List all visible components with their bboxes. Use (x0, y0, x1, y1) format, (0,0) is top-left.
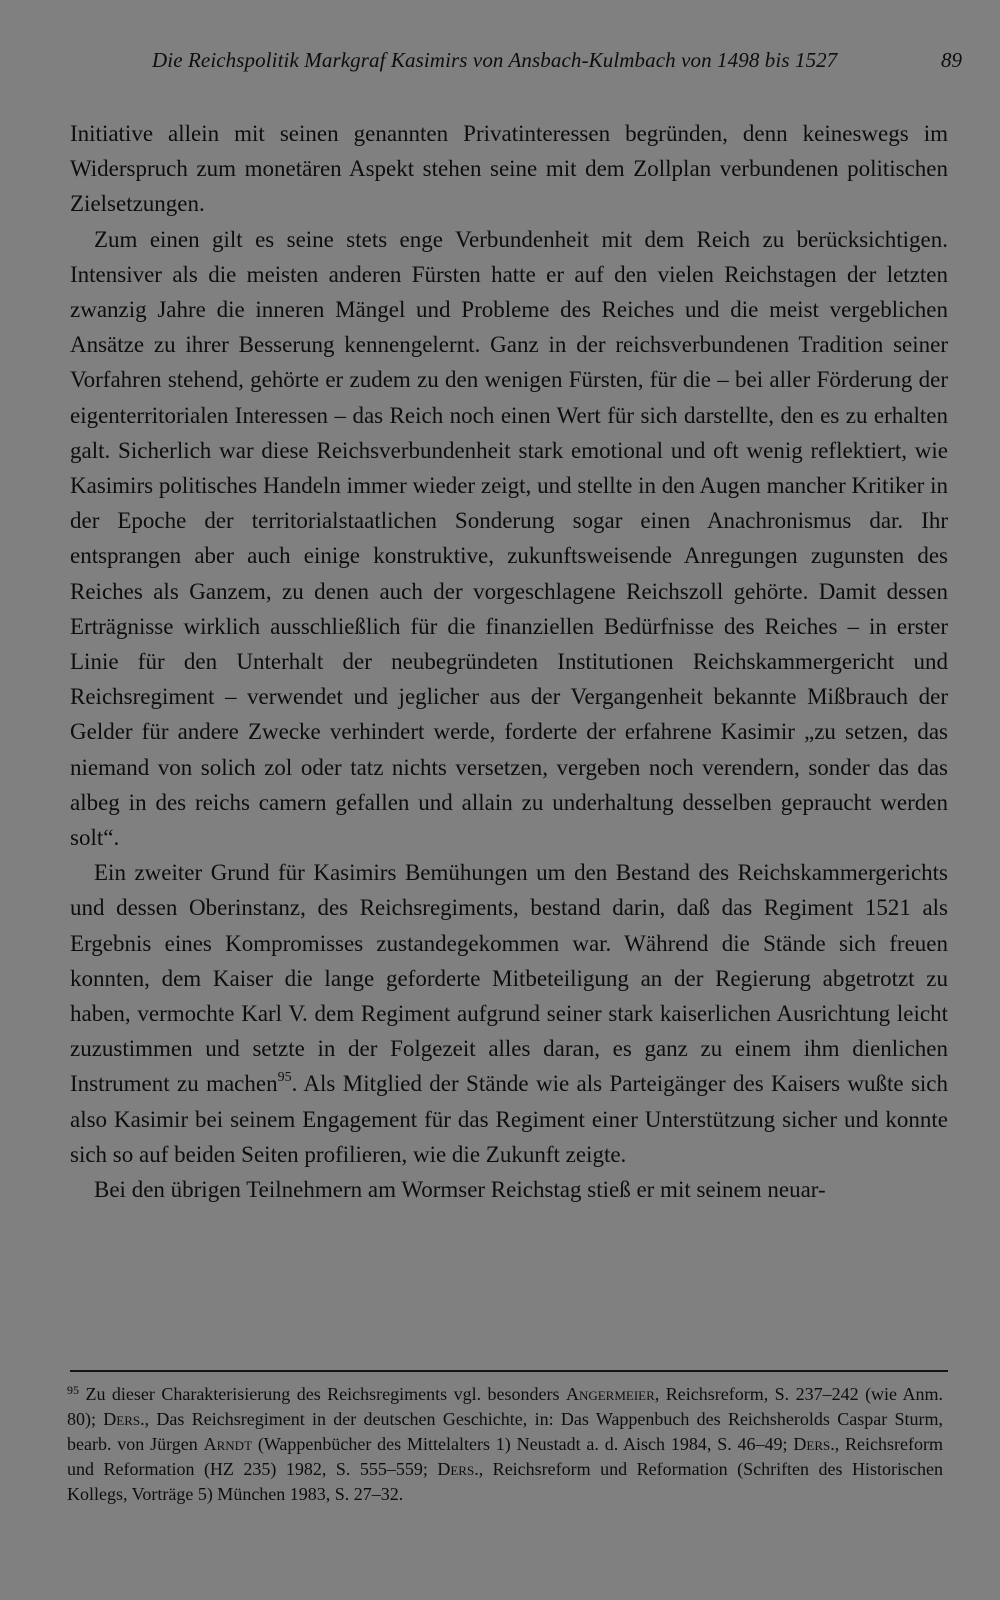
main-text (70, 116, 948, 1207)
paragraph-text: . Als Mitglied der Stände wie als Parteigänger des Kaisers wußte sich also Kasimir bei seinem Engagement für das Regiment einer Unterstützung sicher und konnte sich so auf beiden Seiten profilieren, wie die Zukunft zeigte. (70, 1071, 949, 1167)
footnote-text: , Das Reichsregiment in der deutschen Geschichte, in: Das Wappenbuch des Reichsherolds Caspar Sturm, bearb. von Jürgen (67, 1409, 944, 1454)
paragraph-zweiter-grund (70, 855, 948, 1172)
footnote-text: , Reichsreform, S. 237–242 (wie Anm. 80); (67, 1384, 944, 1429)
footnote-text: , Reichsreform und Reformation (HZ 235) 1982, S. 555–559; (67, 1434, 944, 1479)
footnote-author: Ders. (103, 1409, 145, 1429)
footnote-author: Ders. (793, 1434, 835, 1454)
running-title: Die Reichspolitik Markgraf Kasimirs von Ansbach-Kulmbach von 1498 bis 1527 (152, 48, 838, 72)
footnote-author: Ders. (437, 1459, 479, 1479)
paragraph-wormser-reichstag: Bei den übrigen Teilnehmern am Wormser Reichstag stieß er mit seinem neuar- (94, 1177, 826, 1203)
footnote-text: , Reichsreform und Reformation (Schriften des Historischen Kollegs, Vorträge 5) München 1983, S. 27–32. (67, 1459, 943, 1504)
footnote (67, 1382, 943, 1507)
footnote-number: 95 (67, 1383, 79, 1397)
paragraph-reichsverbundenheit: Zum einen gilt es seine stets enge Verbundenheit mit dem Reich zu berücksichtigen. Intensiver als die meisten anderen Fürsten hatte er auf den vielen Reichstagen der letzten zwanzig Jahre die inneren Mängel und Probleme des Reiches und die meist vergeblichen Ansätze zu ihrer Besserung kennengelernt. Ganz in der reichsverbundenen Tradition seiner Vorfahren stehend, gehörte er zudem zu den wenigen Fürsten, für die – bei aller Förderung der eigenterritorialen Interessen – das Reich noch einen Wert für sich darstellte, den es zu erhalten galt. Sicherlich war diese Reichsverbundenheit stark emotional und oft wenig reflektiert, wie Kasimirs politisches Handeln immer wieder zeigt, und stellte in den Augen mancher Kritiker in der Epoche der territorialstaatlichen Sonderung sogar einen Anachronismus dar. Ihr entsprangen aber auch einige konstruktive, zukunftsweisende Anregungen zugunsten des Reiches als Ganzem, zu denen auch der vorgeschlagene Reichszoll gehörte. Damit dessen Erträgnisse wirklich ausschließlich für die finanziellen Bedürfnisse des Reiches – in erster Linie für den Unterhalt der neubegründeten Institutionen Reichskammergericht und Reichsregiment – verwendet und jeglicher aus der Vergangenheit bekannte Mißbrauch der Gelder für andere Zwecke verhindert werde, forderte der erfahrene Kasimir „zu setzen, das niemand von solich zol oder tatz nichts versetzen, vergeben noch verendern, sonder das das albeg in des reichs camern gefallen und allain zu underhaltung desselben gepraucht werden solt“. (70, 226, 948, 851)
footnote-text: (Wappenbücher des Mittelalters 1) Neustadt a. d. Aisch 1984, S. 46–49; (252, 1434, 794, 1454)
footnote-divider (70, 1370, 948, 1372)
paragraph-continuation: Initiative allein mit seinen genannten Privatinteressen begründen, denn keineswegs im Widerspruch zum monetären Aspekt stehen seine mit dem Zollplan verbundenen politischen Zielsetzungen. (70, 121, 948, 217)
paragraph-text: Ein zweiter Grund für Kasimirs Bemühungen um den Bestand des Reichskammergerichts und dessen Oberinstanz, des Reichsregiments, bestand darin, daß das Regiment 1521 als Ergebnis eines Kompromisses zustandegekommen war. Während die Stände sich freuen konnten, dem Kaiser die lange geforderte Mitbeteiligung an der Regierung abgetrotzt zu haben, vermochte Karl V. dem Regiment aufgrund seiner stark kaiserlichen Ausrichtung leicht zuzustimmen und setzte in der Folgezeit alles daran, es ganz zu einem ihm dienlichen Instrument zu machen (70, 860, 948, 1097)
running-header (0, 44, 1000, 78)
page-number: 89 (941, 48, 962, 72)
footnote-reference[interactable]: 95 (277, 1070, 292, 1086)
footnote-text: Zu dieser Charakterisierung des Reichsregiments vgl. besonders (85, 1384, 566, 1404)
footnote-author: Arndt (203, 1434, 253, 1454)
footnote-author: Angermeier (565, 1384, 655, 1404)
